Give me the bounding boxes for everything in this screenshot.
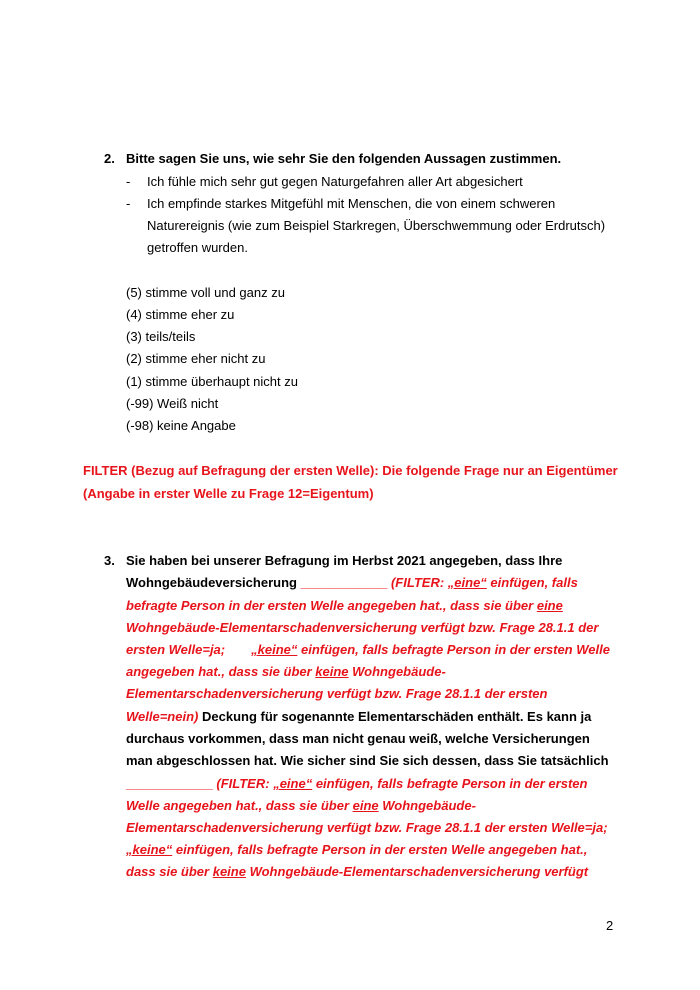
answer-blank: ____________ [300, 575, 388, 590]
page-number: 2 [606, 918, 614, 933]
question-3-line-11: ____________ (FILTER: „eine“ einfügen, falls befragte Person in der ersten [126, 776, 588, 791]
question-3-line-5: ersten Welle=ja; „keine“ einfügen, falls befragte Person in der ersten Welle [126, 642, 610, 657]
question-3-line-3: befragte Person in der ersten Welle angegeben hat., dass sie über eine [126, 598, 563, 613]
question-3-line-7: Elementarschadenversicherung verfügt bzw. Frage 28.1.1 der ersten [126, 686, 548, 701]
question-3-line-1: Sie haben bei unserer Befragung im Herbst 2021 angegeben, dass Ihre [126, 553, 563, 568]
statement-dash: - [126, 196, 131, 211]
question-3-line-12: Welle angegeben hat., dass sie über eine Wohngebäude- [126, 798, 476, 813]
question-3-number: 3. [104, 553, 115, 568]
question-3-line-10: man abgeschlossen hat. Wie sicher sind Sie sich dessen, dass Sie tatsächlich [126, 753, 609, 768]
answer-option: (3) teils/teils [126, 329, 196, 344]
statement-2-line-3: getroffen wurden. [147, 240, 248, 255]
answer-blank: ____________ [126, 776, 213, 791]
question-2-number: 2. [104, 151, 115, 166]
filter-note-line-1: FILTER (Bezug auf Befragung der ersten Welle): Die folgende Frage nur an Eigentümer [83, 463, 618, 478]
question-3-line-14: „keine“ einfügen, falls befragte Person in der ersten Welle angegeben hat., [126, 842, 588, 857]
question-3-line-2: Wohngebäudeversicherung ____________ (FILTER: „eine“ einfügen, falls [126, 575, 578, 590]
question-3-line-13: Elementarschadenversicherung verfügt bzw. Frage 28.1.1 der ersten Welle=ja; [126, 820, 608, 835]
answer-option: (4) stimme eher zu [126, 307, 235, 322]
statement-1: Ich fühle mich sehr gut gegen Naturgefahren aller Art abgesichert [147, 174, 523, 189]
question-3-line-4: Wohngebäude-Elementarschadenversicherung verfügt bzw. Frage 28.1.1 der [126, 620, 599, 635]
answer-option: (-98) keine Angabe [126, 418, 236, 433]
statement-dash: - [126, 174, 131, 189]
answer-option: (2) stimme eher nicht zu [126, 351, 266, 366]
question-3-line-6: angegeben hat., dass sie über keine Wohngebäude- [126, 664, 446, 679]
statement-2-line-1: Ich empfinde starkes Mitgefühl mit Menschen, die von einem schweren [147, 196, 556, 211]
answer-option: (1) stimme überhaupt nicht zu [126, 374, 298, 389]
statement-2-line-2: Naturereignis (wie zum Beispiel Starkregen, Überschwemmung oder Erdrutsch) [147, 218, 606, 233]
question-2-text: Bitte sagen Sie uns, wie sehr Sie den folgenden Aussagen zustimmen. [126, 151, 562, 166]
filter-note-line-2: (Angabe in erster Welle zu Frage 12=Eigentum) [83, 486, 374, 501]
question-3-line-9: durchaus vorkommen, dass man nicht genau weiß, welche Versicherungen [126, 731, 590, 746]
answer-option: (5) stimme voll und ganz zu [126, 285, 285, 300]
answer-option: (-99) Weiß nicht [126, 396, 219, 411]
question-3-line-8: Welle=nein) Deckung für sogenannte Elementarschäden enthält. Es kann ja [126, 709, 592, 724]
question-3-line-15: dass sie über keine Wohngebäude-Elementarschadenversicherung verfügt [126, 864, 589, 879]
